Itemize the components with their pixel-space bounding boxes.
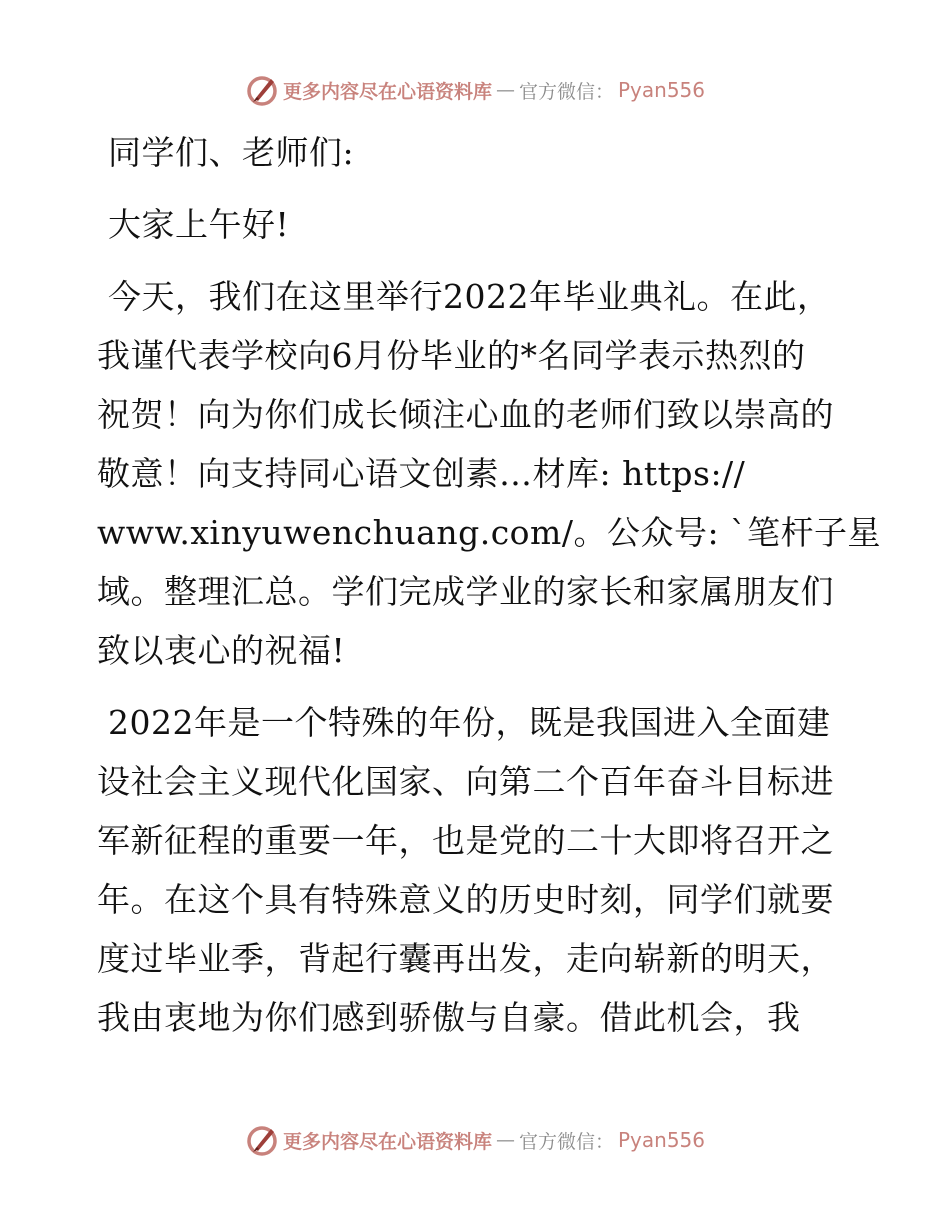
footer-banner-title: 更多内容尽在心语资料库	[282, 1130, 492, 1153]
text-line: 域。整理汇总。学们完成学业的家长和家属朋友们	[97, 572, 834, 611]
text-line: www.xinyuwenchuang.com/。公众号: `笔杆子星	[97, 513, 882, 552]
quill-pen-logo-icon	[245, 1123, 279, 1157]
text-line: 设社会主义现代化国家、向第二个百年奋斗目标进	[97, 762, 834, 801]
footer-banner-wechat-id: Pyan556	[618, 1128, 706, 1152]
text-line: 年。在这个具有特殊意义的历史时刻，同学们就要	[97, 880, 834, 919]
header-banner-wechat-label: 官方微信：	[518, 80, 614, 103]
paragraph-congratulations	[97, 267, 882, 680]
text-line: 今天，我们在这里举行2022年毕业典礼。在此，	[108, 277, 831, 316]
quill-pen-logo-icon	[245, 73, 279, 107]
text-line: 同学们、老师们:	[108, 133, 355, 172]
text-line: 我谨代表学校向6月份毕业的*名同学表示热烈的	[97, 336, 806, 375]
paragraph-good-morning	[97, 195, 857, 254]
text-line: 度过毕业季，背起行囊再出发，走向崭新的明天，	[97, 939, 834, 978]
footer-banner-content	[245, 1123, 705, 1157]
text-line: 致以衷心的祝福!	[97, 631, 346, 670]
text-line: 军新征程的重要一年，也是党的二十大即将召开之	[97, 821, 834, 860]
header-banner	[0, 70, 950, 110]
header-banner-content	[245, 73, 705, 107]
text-line: 祝贺！向为你们成长倾注心血的老师们致以崇高的	[97, 395, 834, 434]
text-line: 2022年是一个特殊的年份，既是我国进入全面建	[108, 703, 831, 742]
text-line: 敬意！向支持同心语文创素…材库: https://	[97, 454, 746, 493]
paragraph-special-year	[97, 693, 857, 1047]
header-banner-separator: —	[495, 79, 515, 101]
header-banner-wechat-id: Pyan556	[618, 78, 706, 102]
document-body	[97, 123, 882, 1060]
header-banner-title: 更多内容尽在心语资料库	[282, 80, 492, 103]
footer-banner	[0, 1120, 950, 1160]
footer-banner-wechat-label: 官方微信：	[518, 1130, 614, 1153]
paragraph-greeting	[97, 123, 857, 182]
text-line: 大家上午好!	[108, 205, 290, 244]
text-line: 我由衷地为你们感到骄傲与自豪。借此机会，我	[97, 998, 801, 1037]
footer-banner-separator: —	[495, 1129, 515, 1151]
